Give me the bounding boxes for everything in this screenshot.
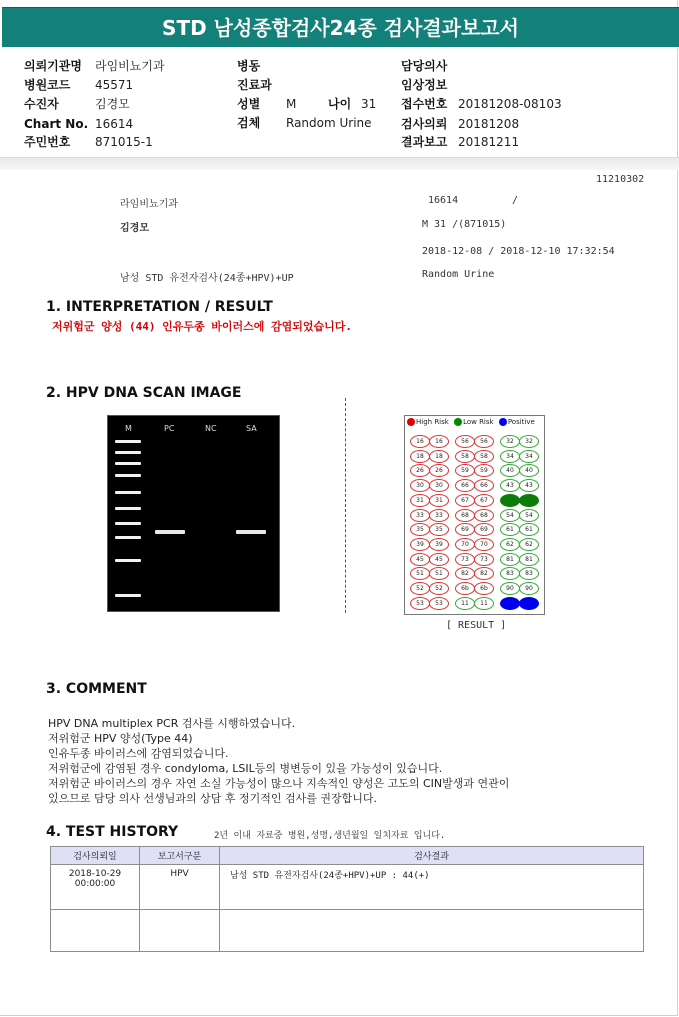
pc-band (155, 530, 185, 534)
hpv-type-cell: 53 (410, 597, 430, 610)
empty-cell (140, 910, 220, 952)
hpv-type-cell: 90 (519, 582, 539, 595)
history-type: HPV (140, 865, 220, 910)
hpv-type-cell: 68 (474, 509, 494, 522)
ladder-band (115, 462, 141, 465)
comment-line: 있으므로 담당 의사 선생님과의 상담 후 정기적인 검사를 권장합니다. (48, 792, 377, 805)
label-chart-no: Chart No. (24, 117, 89, 131)
hpv-type-cell: 58 (474, 450, 494, 463)
history-note: 2년 이내 자료중 병원,성명,생년월일 일치자료 입니다. (214, 831, 446, 841)
label-ward: 병동 (237, 59, 261, 73)
positive-dot-icon (499, 418, 507, 426)
hpv-type-cell: 35 (410, 523, 430, 536)
hpv-type-cell: 34 (500, 450, 520, 463)
hpv-type-cell: 69 (474, 523, 494, 536)
hpv-type-cell: 61 (519, 523, 539, 536)
hpv-type-cell: 16 (410, 435, 430, 448)
hpv-type-cell: 52 (410, 582, 430, 595)
value-sex: M (286, 97, 297, 111)
value-hospital-code: 45571 (95, 78, 134, 92)
value-report-date: 20181211 (458, 135, 520, 149)
hpv-type-cell: 6b (455, 582, 475, 595)
comment-line: 인유두종 바이러스에 감염되었습니다. (48, 747, 229, 760)
label-sex: 성별 (237, 97, 261, 111)
hpv-type-cell: 35 (429, 523, 449, 536)
report-patient: 김경모 (120, 223, 149, 234)
hpv-type-cell: 39 (429, 538, 449, 551)
hpv-type-cell: 32 (500, 435, 520, 448)
section-comment-title: 3. COMMENT (46, 681, 147, 697)
hpv-type-cell: 45 (410, 553, 430, 566)
comment-line: 저위험군에 감염된 경우 condyloma, LSIL등의 병변등이 있을 가능성이 있습니다. (48, 762, 443, 775)
sa-band (236, 530, 266, 534)
hpv-type-cell: 30 (429, 479, 449, 492)
low-risk-dot-icon (454, 418, 462, 426)
value-chart-no: 16614 (95, 117, 134, 131)
hpv-type-cell: 54 (500, 509, 520, 522)
hpv-type-cell: 58 (455, 450, 475, 463)
gel-lane-label: M (125, 424, 132, 433)
header-report-type: 보고서구분 (140, 847, 220, 865)
hpv-type-cell: 62 (519, 538, 539, 551)
report-sex-age: M 31 /(871015) (422, 219, 507, 230)
hpv-type-cell: 52 (429, 582, 449, 595)
label-institution: 의뢰기관명 (24, 59, 82, 73)
hpv-type-cell: 39 (410, 538, 430, 551)
hpv-type-cell: 30 (410, 479, 430, 492)
hpv-type-cell: 18 (429, 450, 449, 463)
hpv-type-cell: 32 (519, 435, 539, 448)
report-clinic: 라임비뇨기과 (120, 199, 178, 210)
hpv-type-cell: 51 (410, 567, 430, 580)
hpv-type-cell: 54 (519, 509, 539, 522)
hpv-type-cell: 70 (455, 538, 475, 551)
hpv-type-cell: 31 (429, 494, 449, 507)
positive-control-cell (519, 597, 539, 610)
hpv-type-cell: 33 (429, 509, 449, 522)
table-row (51, 865, 644, 910)
hpv-type-cell: 66 (474, 479, 494, 492)
hpv-type-cell: 73 (474, 553, 494, 566)
hpv-chip-grid (404, 415, 545, 615)
label-receipt-no: 접수번호 (401, 97, 448, 111)
chip-legend (407, 418, 542, 432)
header-result: 검사결과 (220, 847, 644, 865)
hpv-type-cell: 6b (474, 582, 494, 595)
positive-control-cell (500, 597, 520, 610)
label-patient: 수진자 (24, 97, 59, 111)
hpv-type-cell: 82 (474, 567, 494, 580)
comment-line: HPV DNA multiplex PCR 검사를 시행하였습니다. (48, 717, 296, 730)
report-slash: / (512, 195, 519, 206)
hpv-type-cell: 40 (519, 464, 539, 477)
section-history-title: 4. TEST HISTORY (46, 824, 179, 840)
empty-cell (220, 910, 644, 952)
report-test-name: 남성 STD 유전자검사(24종+HPV)+UP (120, 273, 294, 284)
ladder-band (115, 522, 141, 525)
comment-line: 저위험군 바이러스의 경우 자연 소실 가능성이 많으나 지속적인 양성은 고도의 CIN발생과 연관이 (48, 777, 510, 790)
report-specimen: Random Urine (422, 269, 495, 280)
hpv-type-cell: 68 (455, 509, 475, 522)
gel-lane-label: PC (164, 424, 175, 433)
history-time: 00:00:00 (74, 879, 116, 889)
high-risk-dot-icon (407, 418, 415, 426)
report-code: 11210302 (596, 174, 645, 185)
label-clinical-info: 임상정보 (401, 78, 448, 92)
value-age: 31 (361, 97, 377, 111)
value-patient: 김경모 (95, 97, 130, 111)
dashed-separator (345, 398, 346, 613)
report-title: STD 남성종합검사24종 검사결과보고서 (2, 7, 679, 47)
label-doctor: 담당의사 (401, 59, 448, 73)
value-institution: 라임비뇨기과 (95, 59, 165, 73)
legend-high-risk: High Risk (416, 418, 449, 426)
hpv-type-cell: 61 (500, 523, 520, 536)
hpv-type-cell: 26 (429, 464, 449, 477)
report-chart-no: 16614 (428, 195, 459, 206)
hpv-type-cell: 59 (455, 464, 475, 477)
gel-electrophoresis-image (107, 415, 280, 612)
empty-cell (51, 910, 140, 952)
label-age: 나이 (328, 97, 352, 111)
value-resident-no: 871015-1 (95, 135, 153, 149)
hpv-type-cell: 69 (455, 523, 475, 536)
section-divider (0, 157, 679, 170)
section-hpv-scan-title: 2. HPV DNA SCAN IMAGE (46, 385, 242, 401)
ladder-band (115, 594, 141, 597)
header-request-date: 검사의뢰일 (51, 847, 140, 865)
gel-lane-label: SA (246, 424, 257, 433)
result-caption: [ RESULT ] (446, 620, 507, 631)
history-result: 남성 STD 유전자검사(24종+HPV)+UP : 44(+) (220, 865, 644, 910)
legend-positive: Positive (507, 418, 535, 426)
ladder-band (115, 559, 141, 562)
hpv-type-cell: 43 (500, 479, 520, 492)
hpv-type-cell: 33 (410, 509, 430, 522)
history-header-row (51, 847, 644, 865)
hpv-type-cell: 11 (455, 597, 475, 610)
table-row (51, 910, 644, 952)
hpv-type-cell: 67 (455, 494, 475, 507)
value-request-date: 20181208 (458, 117, 520, 131)
ladder-band (115, 451, 141, 454)
hpv-type-cell: 83 (519, 567, 539, 580)
ladder-band (115, 474, 141, 477)
hpv-type-cell: 73 (455, 553, 475, 566)
hpv-type-cell: 83 (500, 567, 520, 580)
label-specimen: 검체 (237, 116, 261, 130)
label-report-date: 결과보고 (401, 135, 448, 149)
hpv-type-cell: 62 (500, 538, 520, 551)
hpv-type-cell: 43 (519, 479, 539, 492)
ladder-band (115, 507, 141, 510)
hpv-type-cell: 53 (429, 597, 449, 610)
hpv-type-cell: 82 (455, 567, 475, 580)
hpv-positive-cell: 44 (519, 494, 539, 507)
hpv-type-cell: 51 (429, 567, 449, 580)
gel-lane-label: NC (205, 424, 217, 433)
label-dept: 진료과 (237, 78, 272, 92)
hpv-type-cell: 56 (455, 435, 475, 448)
hpv-type-cell: 56 (474, 435, 494, 448)
label-resident-no: 주민번호 (24, 135, 71, 149)
hpv-type-cell: 45 (429, 553, 449, 566)
hpv-type-cell: 59 (474, 464, 494, 477)
label-request-date: 검사의뢰 (401, 117, 448, 131)
ladder-band (115, 440, 141, 443)
interpretation-result: 저위험군 양성 (44) 인유두종 바이러스에 감염되었습니다. (52, 320, 352, 333)
hpv-type-cell: 81 (519, 553, 539, 566)
hpv-positive-cell: 44 (500, 494, 520, 507)
value-receipt-no: 20181208-08103 (458, 97, 562, 111)
hpv-type-cell: 16 (429, 435, 449, 448)
value-specimen: Random Urine (286, 116, 372, 130)
history-date-cell (51, 865, 140, 910)
section-interpretation-title: 1. INTERPRETATION / RESULT (46, 299, 273, 315)
hpv-type-cell: 34 (519, 450, 539, 463)
hpv-type-cell: 26 (410, 464, 430, 477)
comment-line: 저위험군 HPV 양성(Type 44) (48, 732, 193, 745)
hpv-type-cell: 90 (500, 582, 520, 595)
hpv-type-cell: 67 (474, 494, 494, 507)
hpv-type-cell: 40 (500, 464, 520, 477)
ladder-band (115, 491, 141, 494)
report-dates: 2018-12-08 / 2018-12-10 17:32:54 (422, 246, 615, 257)
hpv-type-cell: 11 (474, 597, 494, 610)
hpv-type-cell: 18 (410, 450, 430, 463)
label-hospital-code: 병원코드 (24, 78, 71, 92)
hpv-type-cell: 31 (410, 494, 430, 507)
history-date: 2018-10-29 (68, 869, 122, 879)
hpv-type-cell: 70 (474, 538, 494, 551)
hpv-type-cell: 81 (500, 553, 520, 566)
hpv-type-cell: 66 (455, 479, 475, 492)
ladder-band (115, 536, 141, 539)
history-table (50, 846, 644, 952)
legend-low-risk: Low Risk (463, 418, 494, 426)
